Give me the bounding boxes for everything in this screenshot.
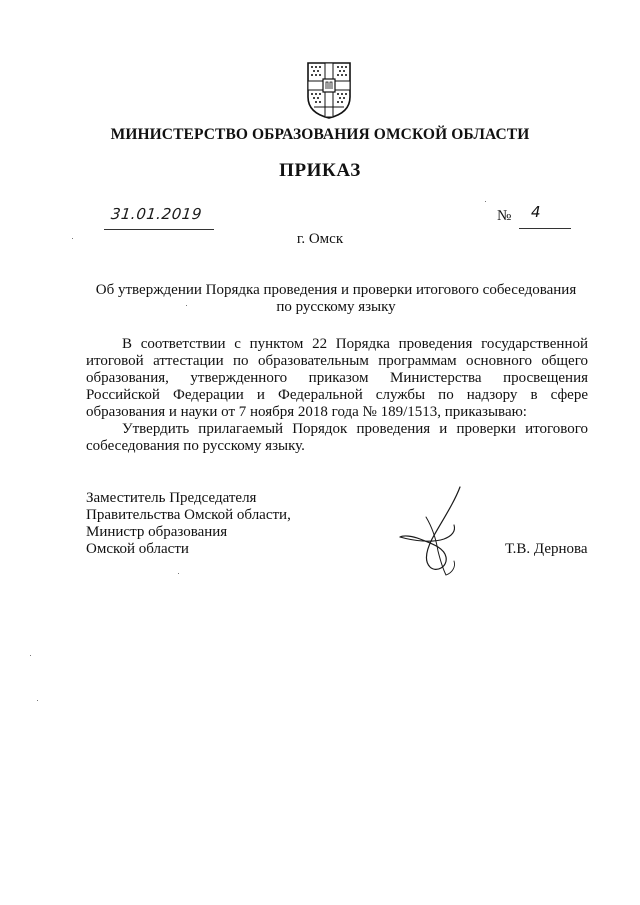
scan-speck bbox=[485, 201, 486, 202]
signer-position-line: Правительства Омской области, bbox=[86, 507, 291, 523]
document-number: 4 bbox=[531, 203, 541, 221]
scan-speck bbox=[186, 305, 187, 306]
document-type-title: ПРИКАЗ bbox=[279, 160, 361, 181]
city-line: г. Омск bbox=[296, 231, 344, 247]
scan-speck bbox=[30, 655, 31, 656]
ministry-title: МИНИСТЕРСТВО ОБРАЗОВАНИЯ ОМСКОЙ ОБЛАСТИ bbox=[110, 126, 530, 143]
scan-speck bbox=[72, 238, 73, 239]
body-paragraph-1: В соответствии с пунктом 22 Порядка проведения государственной итоговой аттестации по образовательным программам основного общего образования, утвержденного приказом Министерства просвещения Российской Федерации и Федеральной службы по надзору в сфере образования и науки от 7 ноября 2018 года № 189/1513, приказываю: bbox=[86, 336, 588, 420]
scan-speck bbox=[178, 573, 179, 574]
document-subject bbox=[86, 282, 586, 316]
body-paragraph-2: Утвердить прилагаемый Порядок проведения и проверки итогового собеседования по русскому языку. bbox=[86, 421, 588, 454]
signer-position bbox=[86, 490, 326, 558]
document-date: 31.01.2019 bbox=[110, 205, 203, 223]
document-body bbox=[86, 336, 588, 455]
signer-position-line: Омской области bbox=[86, 541, 189, 557]
number-label: № bbox=[497, 208, 512, 224]
handwritten-signature bbox=[396, 481, 476, 581]
subject-line-1: Об утверждении Порядка проведения и проверки итогового собеседования bbox=[95, 282, 577, 298]
signer-position-line: Министр образования bbox=[86, 524, 228, 540]
subject-line-2: по русскому языку bbox=[276, 299, 396, 315]
signer-position-line: Заместитель Председателя bbox=[86, 490, 257, 506]
signer-name: Т.В. Дернова bbox=[505, 541, 588, 557]
omsk-region-coat-of-arms-icon bbox=[306, 61, 352, 119]
number-underline bbox=[519, 212, 571, 229]
scan-speck bbox=[37, 700, 38, 701]
